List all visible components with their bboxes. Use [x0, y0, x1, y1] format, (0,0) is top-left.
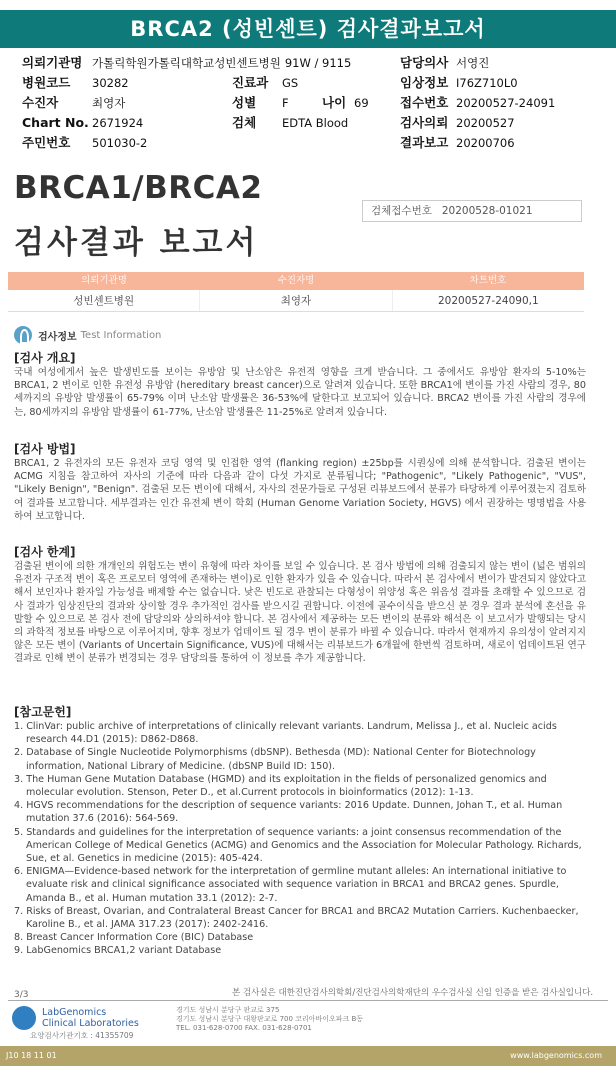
- lab-id: 요양검사기관기호 : 41355709: [30, 1031, 134, 1040]
- lab-address: [176, 1006, 363, 1033]
- list-item: 1. ClinVar: public archive of interpretations of clinically relevant variants. Landrum, Melissa J., et al. Nucleic acids research 44.D1 (2015): D862-D868.: [14, 721, 557, 746]
- method-title: [검사 방법]: [14, 442, 76, 456]
- doctor-label: 담당의사: [400, 55, 449, 70]
- labgenomics-logo: [12, 1006, 139, 1030]
- test-info-label: 검사정보: [38, 331, 77, 343]
- table-header: 수진자명: [277, 275, 315, 286]
- list-item: 4. HGVS recommendations for the description of sequence variants: 2016 Update. Dunnen, Johan T., et al. Human mutation 37.6 (2016): 564-569.: [14, 800, 563, 825]
- org-value: 가톨릭학원가톨릭대학교성빈센트병원: [92, 56, 281, 70]
- report-banner: BRCA2 (성빈센트) 검사결과보고서: [0, 10, 616, 48]
- recipient-label: 수진자: [22, 95, 59, 110]
- age-label: 나이: [322, 95, 347, 110]
- specimen-label: 검체: [232, 115, 257, 130]
- specimen-value: EDTA Blood: [282, 116, 349, 130]
- sex-value: F: [282, 96, 289, 110]
- table-cell: 성빈센트병원: [8, 290, 200, 311]
- report-title: BRCA1/BRCA2: [14, 170, 263, 206]
- references-list: [14, 720, 594, 958]
- receipt-number-label: 검체접수번호: [371, 205, 432, 217]
- clinical-value: I76Z710L0: [456, 76, 518, 90]
- hosp-code-label: 병원코드: [22, 75, 71, 90]
- list-item: 8. Breast Cancer Information Core (BIC) Database: [14, 932, 254, 944]
- report-date-value: 20200706: [456, 136, 515, 150]
- website-link[interactable]: www.labgenomics.com: [510, 1051, 602, 1060]
- test-info-label-en: Test Information: [80, 329, 162, 341]
- dept-label: 진료과: [232, 75, 269, 90]
- limit-title: [검사 한계]: [14, 545, 76, 559]
- org-label: 의뢰기관명: [22, 55, 83, 70]
- receipt-number-box: [362, 200, 582, 222]
- limit-text: 검출된 변이에 의한 개개인의 위험도는 변이 유형에 따라 차이를 보일 수 있습니다. 본 검사 방법에 의해 검출되지 않는 변이 (넓은 범위의 유전자 구조적 변이 혹은 프로모터 영역에 존재하는 변이)로 인한 환자가 있을 수 있습니다. 따라서 본 검사에서 변이가 발견되지 않았다고 해서 보인자나 환자일 가능성을 배제할 수는 없습니다. 낮은 빈도로 관찰되는 다형성이 위양성 혹은 위음성 결과를 초래할 수 있으므로 검사 결과가 임상진단의 결과와 상이할 경우 추가적인 검사를 받으시길 권합니다. 이전에 골수이식을 받으신 분 경우 결과 분석에 혼선을 유발할 수 있으므로 본 검사 전에 담당의와 상의하셔야 합니다. 본 검사에서 제공하는 모든 변이의 분류와 해석은 이 보고서가 발행되는 당시의 과학적 정보를 바탕으로 이루어지며, 향후 정보가 업데이트 될 경우 변이 분류가 바뀔 수 있습니다. 따라서 현재까지 유의성이 알려지지 않은 모든 변이 (Variants of Uncertain Significance, VUS)에 대해서는 리뷰보드가 6개월에 한번씩 검토하며, 새로이 업데이트된 연구 결과로 인해 변이 분류가 변경되는 경우 담당의를 통하여 이 정보를 추가 제공합니다.: [14, 561, 586, 665]
- overview-title: [검사 개요]: [14, 351, 76, 365]
- table-row: [8, 290, 584, 312]
- form-code: J10 18 11 01: [6, 1051, 57, 1060]
- address-line: 경기도 성남시 분당구 판교로 375: [176, 1006, 280, 1014]
- sex-label: 성별: [232, 95, 257, 110]
- chart-value: 2671924: [92, 116, 144, 130]
- phone-line: TEL. 031-628-0700 FAX. 031-628-0701: [176, 1024, 312, 1032]
- table-header-row: [8, 272, 584, 290]
- footer-divider: [8, 1000, 608, 1001]
- age-value: 69: [354, 96, 369, 110]
- certification-note: 본 검사실은 대한진단검사의학회/진단검사의학재단의 우수검사실 신임 인증을 받은 검사실입니다.: [232, 988, 594, 998]
- chart-label: Chart No.: [22, 115, 89, 130]
- list-item: 3. The Human Gene Mutation Database (HGMD) and its exploitation in the fields of personalized genomics and molecular evolution. Stenson, Peter D., et al.Current protocols in bioinformatics (2012): 1-13.: [14, 773, 547, 799]
- reception-label: 접수번호: [400, 95, 449, 110]
- recipient-value: 최영자: [92, 96, 126, 110]
- request-label: 검사의뢰: [400, 115, 449, 130]
- list-item: 6. ENIGMA—Evidence-based network for the interpretation of germline mutant alleles: An international initiative to evaluate risk and clinical significance associated with sequence variation in BRCA1 and BRCA2 genes. Spurdle, Amanda B., et al. Human mutation 33.1 (2012): 2-7.: [14, 866, 567, 904]
- list-item: 7. Risks of Breast, Ovarian, and Contralateral Breast Cancer for BRCA1 and BRCA2 Mutation Carriers. Kuchenbaecker, Karoline B., et al. JAMA 317.23 (2017): 2402-2416.: [14, 905, 579, 931]
- report-date-label: 결과보고: [400, 135, 449, 150]
- hosp-code-value: 30282: [92, 76, 129, 90]
- table-header: 차트번호: [469, 275, 507, 286]
- list-item: 2. Database of Single Nucleotide Polymorphisms (dbSNP). Bethesda (MD): National Center for Biotechnology information, National Library of Medicine. (dbSNP Build ID: 150).: [14, 747, 536, 772]
- summary-table: [8, 272, 584, 312]
- ribbon-icon: [14, 326, 32, 344]
- address-line: 경기도 성남시 분당구 대왕판교로 700 코리아바이오파크 B동: [176, 1015, 364, 1023]
- table-header: 의뢰기관명: [81, 275, 127, 286]
- rrn-label: 주민번호: [22, 135, 71, 150]
- table-cell: 20200527-24090,1: [437, 295, 539, 307]
- list-item: 9. LabGenomics BRCA1,2 variant Database: [14, 945, 222, 957]
- rrn-value: 501030-2: [92, 136, 148, 150]
- logo-icon: [12, 1006, 36, 1030]
- reception-value: 20200527-24091: [456, 96, 556, 110]
- overview-text: 국내 여성에게서 높은 발생빈도를 보이는 유방암 및 난소암은 유전적 영향을 크게 받습니다. 그 중에서도 유방암 환자의 5-10%는 BRCA1, 2 변이로 인한 유전성 유방암 (hereditary breast cancer)으로 알려져 있습니다. 또한 BRCA1에 변이를 가진 사람의 경우, 80세까지의 유방암 발생률이 65-79% 이며 난소암 발생률은 36-53%에 달한다고 보고되어 있습니다. BRCA2 변이를 가진 사람의 경우에는, 80세까지의 유방암 발생률이 61-77%, 난소암 발생률은 11-25%로 알려져 있습니다.: [14, 367, 586, 418]
- table-cell: 최영자: [200, 290, 392, 311]
- test-info-heading: [14, 326, 161, 344]
- receipt-number-value: 20200528-01021: [441, 205, 533, 217]
- footer-bar: [0, 1046, 616, 1066]
- logo-line1: LabGenomics: [42, 1007, 107, 1018]
- doctor-value: 서영진: [456, 56, 490, 70]
- report-subtitle: 검사결과 보고서: [14, 225, 259, 261]
- request-value: 20200527: [456, 116, 515, 130]
- logo-line2: Clinical Laboratories: [42, 1018, 139, 1029]
- page-number: 3/3: [14, 990, 29, 1000]
- references-title: [참고문헌]: [14, 705, 72, 719]
- list-item: 5. Standards and guidelines for the interpretation of sequence variants: a joint consensus recommendation of the American College of Medical Genetics (ACMG) and Genomics and the Association for Molecular Pathology. Richards, Sue, et al. Genetics in medicine (2015): 405-424.: [14, 826, 582, 865]
- ward-value: 91W / 9115: [284, 56, 352, 70]
- method-text: BRCA1, 2 유전자의 모든 유전자 코딩 영역 및 인접한 영역 (flanking region) ±25bp를 시퀀싱에 의해 분석합니다. 검출된 변이는 ACMG 지침을 참고하여 자사의 기준에 따라 다음과 같이 다섯 가지로 분류됩니다; "Pathogenic", "Likely Pathogenic", "VUS", "Likely Benign", "Benign". 검출된 모든 변이에 대해서, 자사의 전문가들로 구성된 리뷰보드에서 분류가 타당하게 이루어졌는지 검토하여 결과를 보고합니다. 세부결과는 인간 유전체 변이 학회 (Human Genome Variation Society, HGVS) 에서 권장하는 명명법을 사용하여 보고합니다.: [14, 458, 586, 522]
- clinical-label: 임상정보: [400, 75, 449, 90]
- dept-value: GS: [282, 76, 299, 90]
